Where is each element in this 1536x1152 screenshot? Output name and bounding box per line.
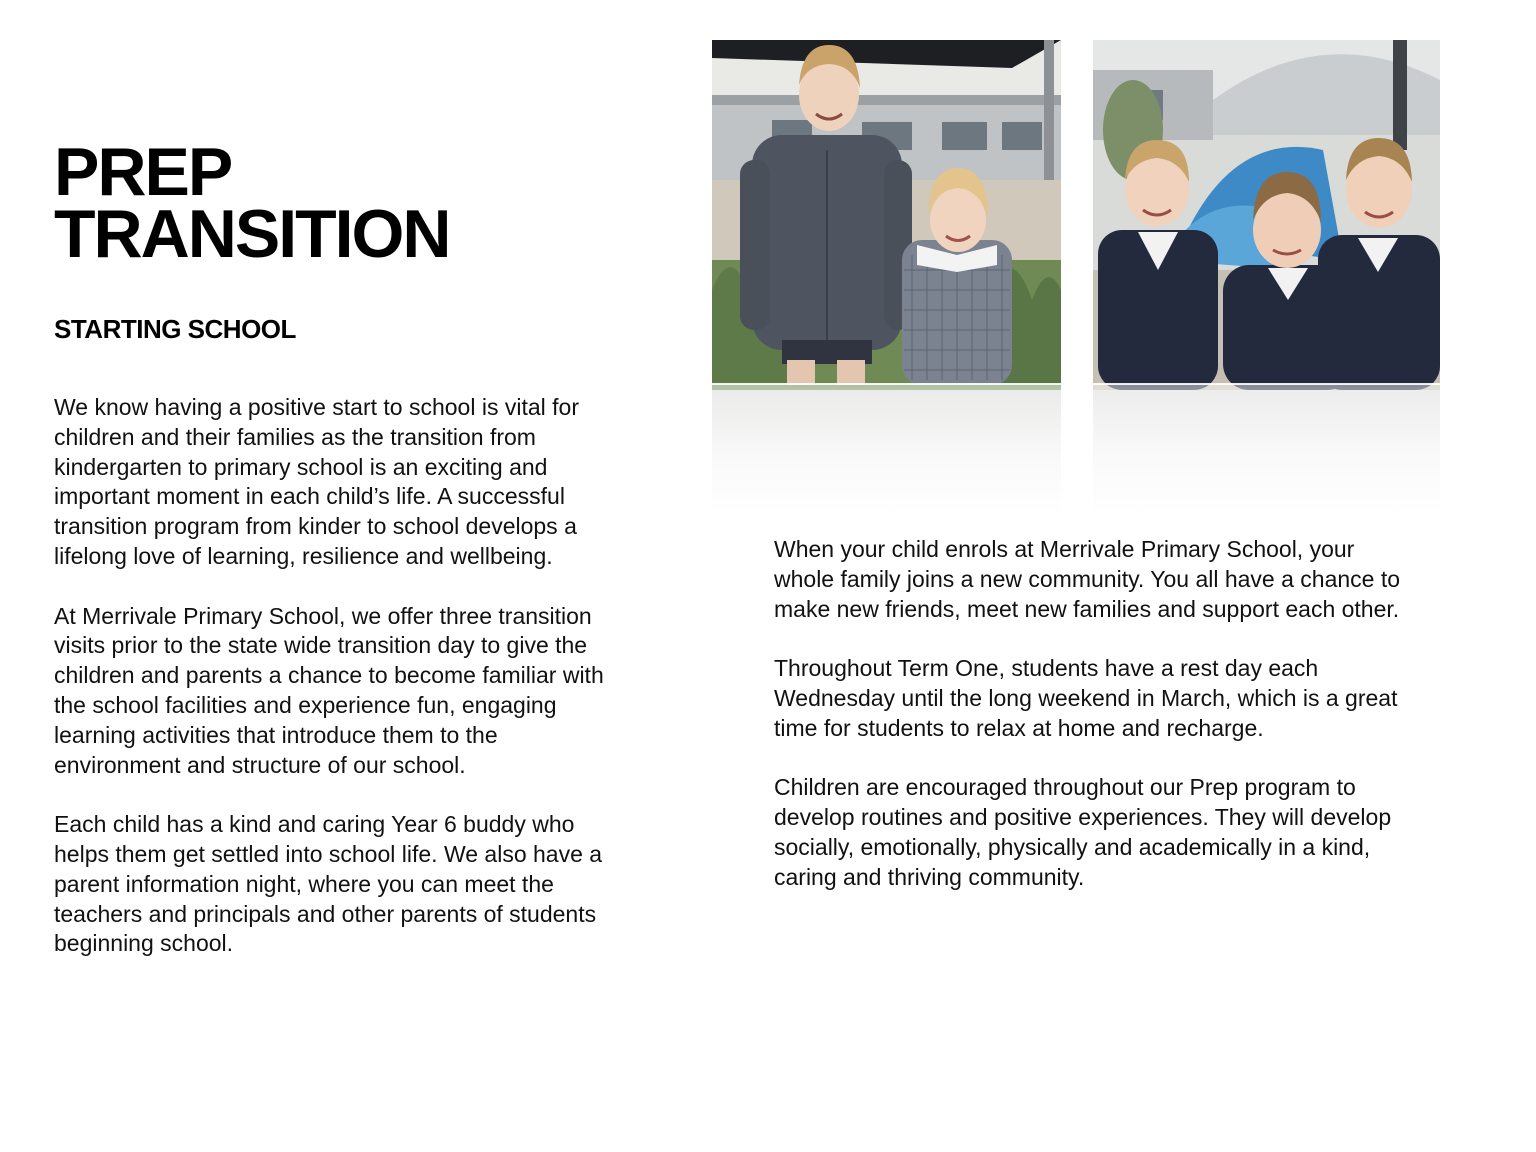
right-text-column <box>774 535 1414 922</box>
paragraph: When your child enrols at Merrivale Primary School, your whole family joins a new community. You all have a chance to make new friends, meet new families and support each other. <box>774 536 1401 622</box>
paragraph: Throughout Term One, students have a rest day each Wednesday until the long weekend in March, which is a great time for students to relax at home and recharge. <box>774 655 1398 741</box>
left-text-column <box>54 393 619 989</box>
prep-students-photo <box>1093 40 1440 515</box>
photo-fade <box>1093 384 1440 515</box>
title-line-1: PREP <box>54 134 232 210</box>
page-title <box>54 134 450 272</box>
buddy-photo <box>712 40 1061 515</box>
section-subtitle: STARTING SCHOOL <box>54 314 296 344</box>
paragraph: Children are encouraged throughout our Prep program to develop routines and positive experiences. They will develop socially, emotionally, physically and academically in a kind, caring and thriving community. <box>774 774 1392 890</box>
photo-fade <box>712 384 1061 515</box>
paragraph: Each child has a kind and caring Year 6 buddy who helps them get settled into school life. We also have a parent information night, where you can meet the teachers and principals and other parents of students beginning school. <box>54 811 603 957</box>
paragraph: We know having a positive start to school is vital for children and their families as the transition from kindergarten to primary school is an exciting and important moment in each child’s life. A successful transition program from kinder to school develops a lifelong love of learning, resilience and wellbeing. <box>54 394 579 569</box>
title-line-2: TRANSITION <box>54 196 450 272</box>
paragraph: At Merrivale Primary School, we offer three transition visits prior to the state wide transition day to give the children and parents a chance to become familiar with the school facilities and experience fun, engaging learning activities that introduce them to the environment and structure of our school. <box>54 602 604 778</box>
